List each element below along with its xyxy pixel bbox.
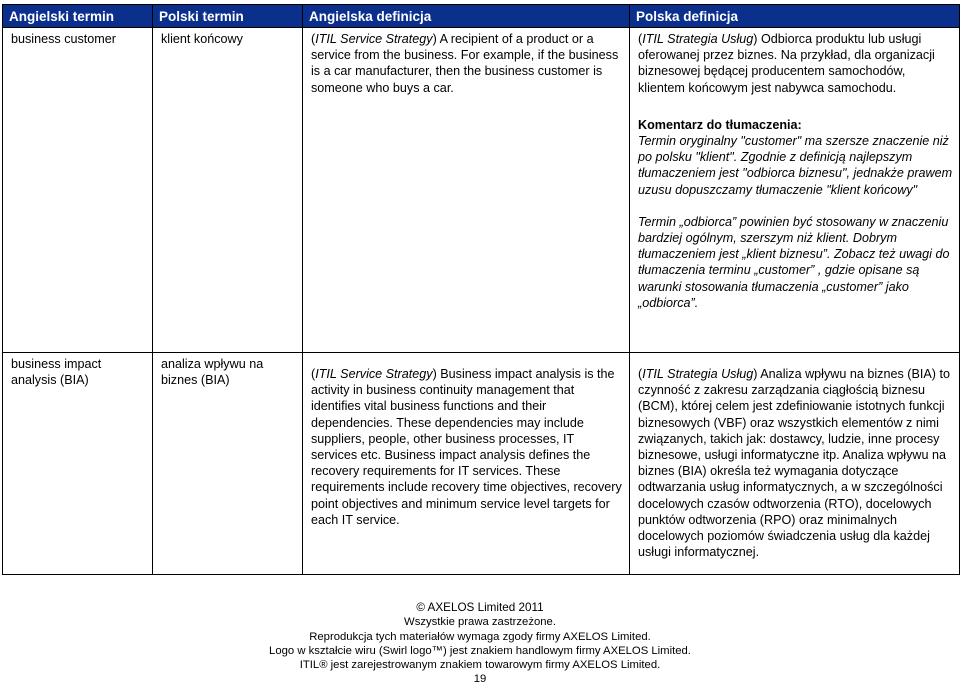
source-reference: ITIL Service Strategy: [315, 32, 433, 46]
source-reference: ITIL Service Strategy: [315, 367, 433, 381]
reproduction-line: Reprodukcja tych materiałów wymaga zgody firmy AXELOS Limited.: [309, 630, 651, 643]
header-polish-definition: Polska definicja: [630, 5, 960, 28]
glossary-table: [2, 4, 960, 575]
polish-definition-cell: (ITIL Strategia Usług) Analiza wpływu na biznes (BIA) to czynność z zakresu zarządzania ciągłością biznesu (BCM), której celem jest zdefiniowanie istotnych funkcji biznesowych (VBF) oraz wszystkich elementów z nimi związanych, takich jak: dostawcy, ludzie, inne procesy biznesowe, usługi informatyczne itp. Analiza wpływu na biznes (BIA) określa też wymagania dotyczące odtwarzania usług informatycznych, a w szczególności docelowych czasów odtworzenia (RTO), docelowych punktów odtworzenia (RPO) oraz minimalnych docelowych poziomów świadczenia usług dla każdej usługi informatycznej.: [630, 353, 960, 575]
table-header-row: [3, 5, 960, 28]
source-reference: ITIL Strategia Usług: [642, 367, 754, 381]
logo-trademark-line: Logo w kształcie wiru (Swirl logo™) jest znakiem handlowym firmy AXELOS Limited.: [269, 644, 691, 657]
header-english-definition: Angielska definicja: [303, 5, 630, 28]
page-footer: [0, 601, 960, 687]
header-polish-term: Polski termin: [153, 5, 303, 28]
table-row: [3, 28, 960, 353]
itil-trademark-line: ITIL® jest zarejestrowanym znakiem towarowym firmy AXELOS Limited.: [299, 659, 661, 672]
polish-term-cell: klient końcowy: [153, 28, 303, 353]
definition-text: Business impact analysis is the activity in business continuity management that identifies vital business functions and their dependencies. These dependencies may include suppliers, people, other business processes, IT services etc. Business impact analysis defines the recovery requirements for IT services. These requirements include recovery time objectives, recovery point objectives and minimum service level targets for each IT service.: [311, 367, 622, 527]
polish-term-cell: analiza wpływu na biznes (BIA): [153, 353, 303, 575]
translation-comment-title: Komentarz do tłumaczenia:: [638, 117, 802, 132]
copyright-line: © AXELOS Limited 2011: [416, 601, 544, 614]
definition-text: A recipient of a product or a service from the business. For example, if the business is a car manufacturer, then the business customer is someone who buys a car.: [311, 32, 619, 95]
english-definition-cell: (ITIL Service Strategy) A recipient of a product or a service from the business. For example, if the business is a car manufacturer, then the business customer is someone who buys a car.: [303, 28, 630, 353]
translation-comment-paragraph: Termin oryginalny "customer" ma szersze znaczenie niż po polsku "klient". Zgodnie z definicją najlepszym tłumaczeniem jest "odbiorca biznesu", jednakże prawem uzusu dopuszczamy tłumaczenie "klient końcowy": [638, 134, 953, 197]
header-english-term: Angielski termin: [3, 5, 153, 28]
english-term-cell: business customer: [3, 28, 153, 353]
rights-line: Wszystkie prawa zastrzeżone.: [404, 616, 556, 629]
english-term-cell: business impact analysis (BIA): [3, 353, 153, 575]
definition-text: Odbiorca produktu lub usługi oferowanej przez biznes. Na przykład, dla organizacji biznesowej będącej producentem samochodów, klientem końcowym jest nabywca samochodu.: [638, 32, 935, 95]
source-reference: ITIL Strategia Usług: [642, 32, 754, 46]
table-row: [3, 353, 960, 575]
page-number: 19: [473, 673, 487, 686]
english-definition-cell: (ITIL Service Strategy) Business impact analysis is the activity in business continuity management that identifies vital business functions and their dependencies. These dependencies may include suppliers, people, other business processes, IT services etc. Business impact analysis defines the recovery requirements for IT services. These requirements include recovery time objectives, recovery point objectives and minimum service level targets for each IT service.: [303, 353, 630, 575]
polish-definition-cell: (ITIL Strategia Usług) Odbiorca produktu lub usługi oferowanej przez biznes. Na przykład, dla organizacji biznesowej będącej producentem samochodów, klientem końcowym jest nabywca samochodu. Komentarz do tłumaczenia: Termin oryginalny "customer" ma szersze znaczenie niż po polsku "klient". Zgodnie z definicją najlepszym tłumaczeniem jest "odbiorca biznesu", jednakże prawem uzusu dopuszczamy tłumaczenie "klient końcowy" Termin „odbiorca” powinien być stosowany w znaczeniu bardziej ogólnym, szerszym niż klient. Dobrym tłumaczeniem jest „klient biznesu”. Zobacz też uwagi do tłumaczenia terminu „customer” , gdzie opisane są warunki stosowania tłumaczenia „customer” jako „odbiorca”.: [630, 28, 960, 353]
translation-comment-paragraph: Termin „odbiorca” powinien być stosowany w znaczeniu bardziej ogólnym, szerszym niż klient. Dobrym tłumaczeniem jest „klient biznesu”. Zobacz też uwagi do tłumaczenia terminu „customer” , gdzie opisane są warunki stosowania tłumaczenia „customer” jako „odbiorca”.: [638, 214, 950, 310]
definition-text: Analiza wpływu na biznes (BIA) to czynność z zakresu zarządzania ciągłością biznesu (BCM), której celem jest zdefiniowanie istotnych funkcji biznesowych (VBF) oraz wszystkich elementów z nimi związanych, takich jak: dostawcy, ludzie, inne procesy biznesowe, usługi informatyczne itp. Analiza wpływu na biznes (BIA) określa też wymagania dotyczące odtwarzania usług informatycznych, a w szczególności docelowych czasów odtworzenia (RTO), docelowych punktów odtworzenia (RPO) oraz minimalnych docelowych poziomów świadczenia usług dla każdej usługi informatycznej.: [638, 367, 950, 560]
